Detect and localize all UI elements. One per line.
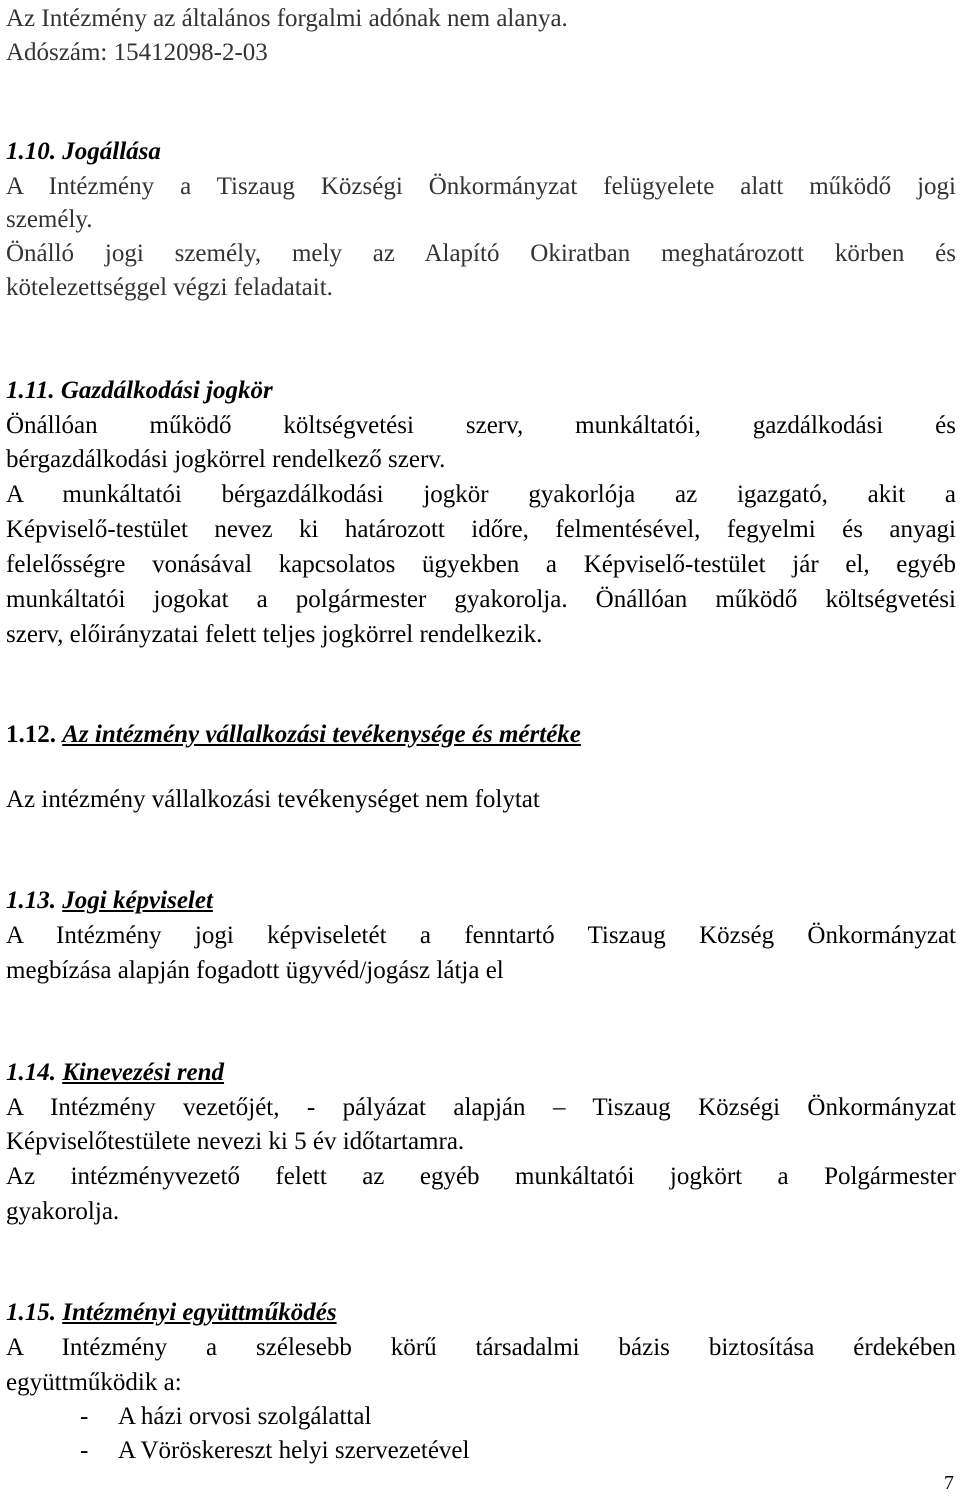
section-heading-1-13 [6,888,213,913]
list-dash: - [80,1403,89,1430]
paragraph-line: Önállóan működő költségvetési szerv, munkáltatói, gazdálkodási és [6,412,956,439]
section-title: Gazdálkodási jogkör [60,377,273,404]
section-heading-1-14 [6,1060,224,1085]
page-number: 7 [944,1472,954,1494]
section-number: 1.15. [6,1299,56,1326]
section-number: 1.14. [6,1059,56,1086]
section-number: 1.12. [6,721,56,748]
section-heading-1-12 [6,722,581,747]
section-title: Jogi képviselet [62,887,213,914]
section-title: Az intézmény vállalkozási tevékenysége és mértéke [62,721,581,748]
paragraph-line: gyakorolja. [6,1198,120,1225]
paragraph-line: A Intézmény a Tiszaug Községi Önkormányzat felügyelete alatt működő jogi [6,173,956,200]
section-title: Intézményi együttműködés [62,1299,337,1326]
paragraph-line: Önálló jogi személy, mely az Alapító Okiratban meghatározott körben és [6,240,956,267]
section-number: 1.11. [6,377,55,404]
list-item-text: A házi orvosi szolgálattal [118,1403,372,1430]
paragraph-line: Az intézmény vállalkozási tevékenységet nem folytat [6,786,540,813]
paragraph-line: Az intézményvezető felett az egyéb munkáltatói jogkört a Polgármester [6,1163,956,1190]
paragraph-line: A Intézmény jogi képviseletét a fenntartó Tiszaug Község Önkormányzat [6,922,956,949]
paragraph-line: A munkáltatói bérgazdálkodási jogkör gyakorlója az igazgató, akit a [6,481,956,508]
paragraph-line: szerv, előirányzatai felett teljes jogkörrel rendelkezik. [6,621,543,648]
paragraph-line: együttműködik a: [6,1369,182,1396]
section-title: Jogállása [62,138,161,165]
tax-status-line: Az Intézmény az általános forgalmi adónak nem alanya. [6,5,568,32]
paragraph-line: megbízása alapján fogadott ügyvéd/jogász látja el [6,957,504,984]
paragraph-line: munkáltatói jogokat a polgármester gyakorolja. Önállóan működő költségvetési [6,586,956,613]
paragraph-line: kötelezettséggel végzi feladatait. [6,274,333,301]
paragraph-line: A Intézmény vezetőjét, - pályázat alapján – Tiszaug Községi Önkormányzat [6,1094,956,1121]
section-number: 1.10. [6,138,56,165]
section-title: Kinevezési rend [62,1059,225,1086]
paragraph-line: Képviselőtestülete nevezi ki 5 év időtartamra. [6,1128,465,1155]
tax-number-line: Adószám: 15412098-2-03 [6,39,268,66]
list-item [80,1438,469,1463]
section-heading-1-11 [6,378,273,403]
section-heading-1-15 [6,1300,337,1325]
list-item-text: A Vöröskereszt helyi szervezetével [118,1437,470,1464]
paragraph-line: személy. [6,206,93,233]
section-heading-1-10 [6,139,161,164]
section-number: 1.13. [6,887,56,914]
list-item [80,1404,371,1429]
paragraph-line: felelősségre vonásával kapcsolatos ügyekben a Képviselő-testület jár el, egyéb [6,551,956,578]
paragraph-line: Képviselő-testület nevez ki határozott időre, felmentésével, fegyelmi és anyagi [6,516,956,543]
paragraph-line: bérgazdálkodási jogkörrel rendelkező szerv. [6,446,446,473]
paragraph-line: A Intézmény a szélesebb körű társadalmi bázis biztosítása érdekében [6,1334,956,1361]
list-dash: - [80,1437,89,1464]
